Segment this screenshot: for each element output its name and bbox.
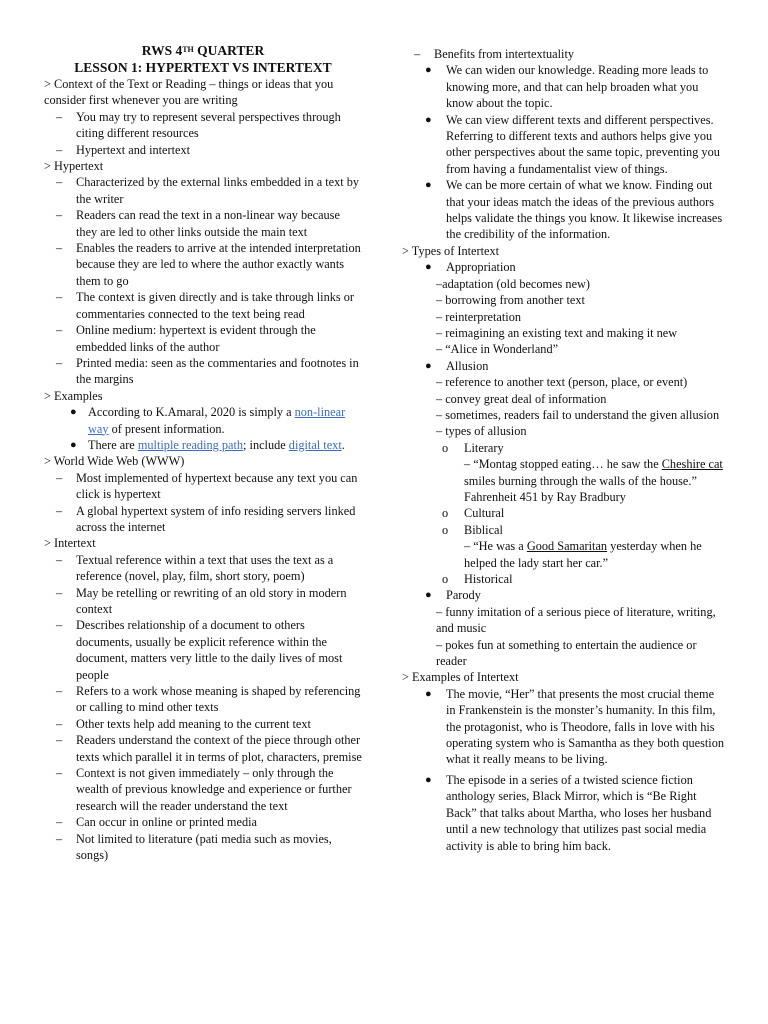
detail-line: – borrowing from another text [436, 293, 585, 308]
detail-line: – convey great deal of information [436, 391, 607, 406]
list-item [44, 814, 362, 830]
example-text: of present information. [108, 421, 225, 436]
list-item-text: Biblical [464, 522, 503, 537]
dash-marker: – [56, 355, 63, 370]
dash-marker: – [56, 109, 63, 124]
quote-text: – “He was a [464, 539, 527, 554]
quote-underlined: Good Samaritan [526, 539, 608, 554]
dash-marker: – [56, 503, 63, 518]
list-item-text: Readers understand the context of the piece through other texts which parallel it in terms of plot, characters, premise [76, 733, 362, 764]
dash-marker: – [56, 290, 63, 305]
quote-text: – “Montag stopped eating… he saw the [464, 457, 662, 472]
list-item-text: Textual reference within a text that uses the text as a reference (novel, play, film, short story, poem) [76, 552, 334, 584]
list-item [44, 109, 362, 142]
allusion-type-biblical [402, 522, 724, 538]
list-item-text: Historical [464, 572, 513, 586]
list-item [402, 62, 724, 111]
multiple-reading-path-link[interactable]: multiple reading path [137, 437, 244, 452]
dash-marker: – [56, 142, 63, 157]
detail-line: – reimagining an existing text and making it new [436, 325, 678, 340]
benefits-header [402, 46, 724, 62]
list-item [44, 732, 362, 765]
literary-quote [402, 456, 724, 505]
list-item [44, 716, 362, 732]
list-item-text: Describes relationship of a document to others documents, usually be explicit reference within the document, matters very little to the daily lives of most people [76, 618, 343, 682]
detail-line: – types of allusion [436, 424, 527, 439]
list-item-text: Refers to a work whose meaning is shaped by referencing or calling to mind other texts [76, 684, 361, 715]
detail-line: –adaptation (old becomes new) [436, 276, 590, 291]
list-item-text: Most implemented of hypertext because any text you can click is hypertext [76, 470, 358, 502]
list-item [44, 683, 362, 716]
digital-text-link[interactable]: digital text [288, 437, 342, 452]
list-item-text: Printed media: seen as the commentaries and footnotes in the margins [76, 355, 359, 387]
detail-line: – funny imitation of a serious piece of literature, writing, and music [436, 604, 716, 636]
list-item [44, 585, 362, 618]
title-text-end: QUARTER [193, 43, 265, 58]
list-item [44, 552, 362, 585]
bullet-marker: ● [425, 687, 432, 700]
list-item [402, 772, 724, 854]
circle-marker: o [442, 506, 449, 521]
dash-marker: – [56, 552, 63, 567]
detail-line: – sometimes, readers fail to understand the given allusion [436, 407, 720, 422]
dash-marker: – [56, 831, 63, 846]
list-item-text: May be retelling or rewriting of an old story in modern context [76, 585, 347, 616]
list-item [44, 470, 362, 503]
hypertext-header: > Hypertext [44, 159, 104, 174]
dash-marker: – [56, 470, 63, 485]
examples-of-intertext-header: > Examples of Intertext [402, 670, 519, 685]
list-item-text: Can occur in online or printed media [76, 815, 257, 830]
list-item [44, 617, 362, 683]
list-item [44, 503, 362, 536]
list-item [44, 142, 362, 158]
example-text: ; include [243, 437, 289, 452]
allusion-type-historical [402, 571, 724, 587]
bullet-marker: ● [425, 179, 432, 192]
title-superscript: TH [182, 45, 194, 54]
detail-line: – pokes fun at something to entertain the audience or reader [436, 637, 697, 669]
intertext-header: > Intertext [44, 536, 96, 551]
bullet-marker: ● [70, 438, 77, 451]
bullet-marker: ● [425, 113, 432, 126]
circle-marker: o [442, 572, 449, 586]
quote-text: smiles burning through the walls of the house.” Fahrenheit 451 by Ray Bradbury [464, 473, 697, 504]
example-text: There are [88, 437, 138, 452]
list-item [402, 177, 724, 243]
list-item [44, 240, 362, 289]
list-item [44, 289, 362, 322]
list-item-text: Cultural [464, 506, 505, 521]
dash-marker: – [56, 241, 63, 256]
bullet-marker: ● [425, 773, 432, 786]
list-item-text: We can be more certain of what we know. Finding out that your ideas match the ideas of the previous authors helps validate the things you know. It likewise increases the credibility of the information. [446, 178, 723, 242]
detail-line: – reinterpretation [436, 309, 522, 324]
dash-marker: – [56, 208, 63, 223]
list-item-text: The context is given directly and is take through links or commentaries connected to the text being read [76, 290, 354, 321]
dash-marker: – [56, 733, 63, 748]
dash-marker: – [56, 618, 63, 633]
list-item [44, 355, 362, 388]
dash-marker: – [56, 585, 63, 600]
dash-marker: – [56, 684, 63, 699]
dash-marker: – [56, 766, 63, 781]
list-item-text: The movie, “Her” that presents the most crucial theme in Frankenstein is the monster’s humanity. In this film, the protagonist, who is Theodore, falls in love with his operating system who is Samantha as they both question what it really means to be living. [446, 686, 725, 767]
appropriation-detail [402, 276, 724, 358]
context-header: > Context of the Text or Reading – things or ideas that you consider first whenever you are writing [44, 77, 334, 108]
circle-marker: o [442, 522, 449, 537]
page-title [44, 42, 362, 59]
list-item-text: Enables the readers to arrive at the intended interpretation because they are led to where the author exactly wants them to go [76, 241, 361, 288]
circle-marker: o [442, 440, 449, 455]
list-item [44, 174, 362, 207]
bullet-marker: ● [425, 64, 432, 77]
right-column [402, 46, 724, 854]
allusion-type-literary [402, 440, 724, 456]
list-item [44, 404, 362, 437]
title-text: RWS 4 [141, 43, 183, 58]
parody-item [402, 587, 724, 603]
bullet-marker: ● [425, 589, 432, 602]
list-item [44, 437, 362, 453]
allusion-type-cultural [402, 505, 724, 521]
parody-detail [402, 604, 724, 670]
allusion-item [402, 358, 724, 374]
non-linear-way-link[interactable]: non-linear way [88, 405, 346, 436]
example-text: . [341, 437, 345, 452]
list-item-text: Characterized by the external links embedded in a text by the writer [76, 175, 360, 206]
list-item-text: We can view different texts and different perspectives. Referring to different texts and authors helps give you other perspectives about the same topic, preventing you from having a fundamentalist view of things. [446, 112, 720, 176]
dash-marker: – [56, 175, 63, 190]
list-item-text: Literary [464, 440, 504, 455]
detail-line: – reference to another text (person, place, or event) [436, 375, 688, 390]
example-text: According to K.Amaral, 2020 is simply a [88, 405, 295, 420]
detail-line: – “Alice in Wonderland” [436, 342, 559, 357]
bullet-marker: ● [70, 406, 77, 419]
list-item [402, 686, 724, 768]
dash-marker: – [56, 815, 63, 830]
quote-text: yesterday when he helped the lady start her car.” [464, 539, 702, 570]
examples-header: > Examples [44, 388, 103, 403]
list-item [44, 322, 362, 355]
list-item-text: The episode in a series of a twisted science fiction anthology series, Black Mirror, which is “Be Right Back” that talks about Martha, who loses her husband until a new technology that utilizes past social media activity is able to bring him back. [446, 772, 712, 853]
bullet-marker: ● [425, 359, 432, 372]
list-item-text: Appropriation [446, 260, 516, 275]
types-header: > Types of Intertext [402, 243, 500, 258]
list-item-text: A global hypertext system of info residing servers linked across the internet [76, 503, 356, 534]
list-item [44, 765, 362, 814]
bullet-marker: ● [425, 261, 432, 274]
list-item [44, 207, 362, 240]
list-item-text: Allusion [446, 358, 489, 373]
dash-marker: – [414, 47, 421, 61]
list-item-text: Other texts help add meaning to the current text [76, 716, 311, 731]
dash-marker: – [56, 323, 63, 338]
list-item-text: Context is not given immediately – only through the wealth of previous knowledge and experience or further research will the reader understand the text [76, 766, 352, 813]
lesson-title: LESSON 1: HYPERTEXT VS INTERTEXT [74, 60, 332, 75]
www-header: > World Wide Web (WWW) [44, 454, 185, 469]
list-item-text: Readers can read the text in a non-linear way because they are led to other links outside the main text [76, 208, 340, 239]
list-item-text: Online medium: hypertext is evident through the embedded links of the author [76, 323, 316, 354]
allusion-detail [402, 374, 724, 440]
list-item-text: We can widen our knowledge. Reading more leads to knowing more, and that can help broaden what you know about the topic. [446, 63, 709, 111]
biblical-quote [402, 538, 724, 571]
appropriation-item [402, 259, 724, 275]
list-item-text: Not limited to literature (pati media such as movies, songs) [76, 831, 332, 863]
list-item-text: Parody [446, 588, 481, 603]
list-item-text: Benefits from intertextuality [434, 47, 575, 61]
list-item-text: Hypertext and intertext [76, 142, 191, 157]
dash-marker: – [56, 716, 63, 731]
list-item [402, 112, 724, 178]
left-column [44, 42, 362, 864]
quote-underlined: Cheshire cat [661, 457, 723, 472]
list-item [44, 831, 362, 864]
list-item-text: You may try to represent several perspectives through citing different resources [76, 109, 341, 141]
